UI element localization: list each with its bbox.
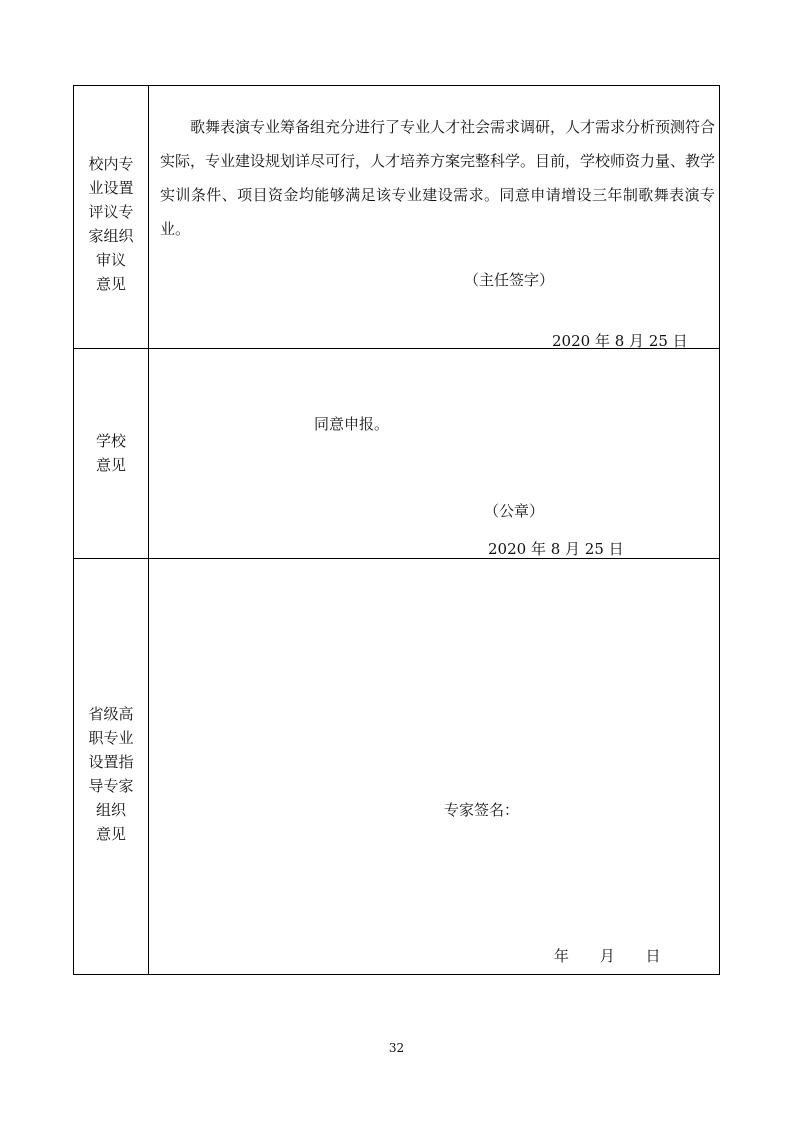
row-label-provincial-opinion: 省级高 职专业 设置指 导专家 组织 意见 (88, 705, 134, 843)
approval-form-table (73, 85, 720, 975)
page-number: 32 (388, 1041, 405, 1055)
school-opinion-text: 同意申报。 (314, 415, 390, 433)
expert-review-date: 2020 年 8 月 25 日 (552, 332, 688, 350)
expert-review-opinion: 歌舞表演专业筹备组充分进行了专业人才社会需求调研，人才需求分析预测符合实际，专业建设规划详尽可行，人才培养方案完整科学。目前，学校师资力量、教学实训条件、项目资金均能够满足该专业建设需求。同意申请增设三年制歌舞表演专业。 (160, 118, 716, 238)
row-label-school-opinion: 学校 意见 (95, 432, 126, 474)
director-signature-label: （主任签字） (464, 271, 555, 289)
official-seal-label: （公章） (484, 502, 545, 520)
provincial-opinion-date: 年 月 日 (554, 947, 661, 965)
expert-signature-label: 专家签名： (444, 801, 520, 819)
column-divider (148, 86, 149, 974)
row-label-expert-review: 校内专 业设置 评议专 家组织 审议 意见 (88, 155, 134, 293)
school-opinion-date: 2020 年 8 月 25 日 (488, 540, 624, 558)
